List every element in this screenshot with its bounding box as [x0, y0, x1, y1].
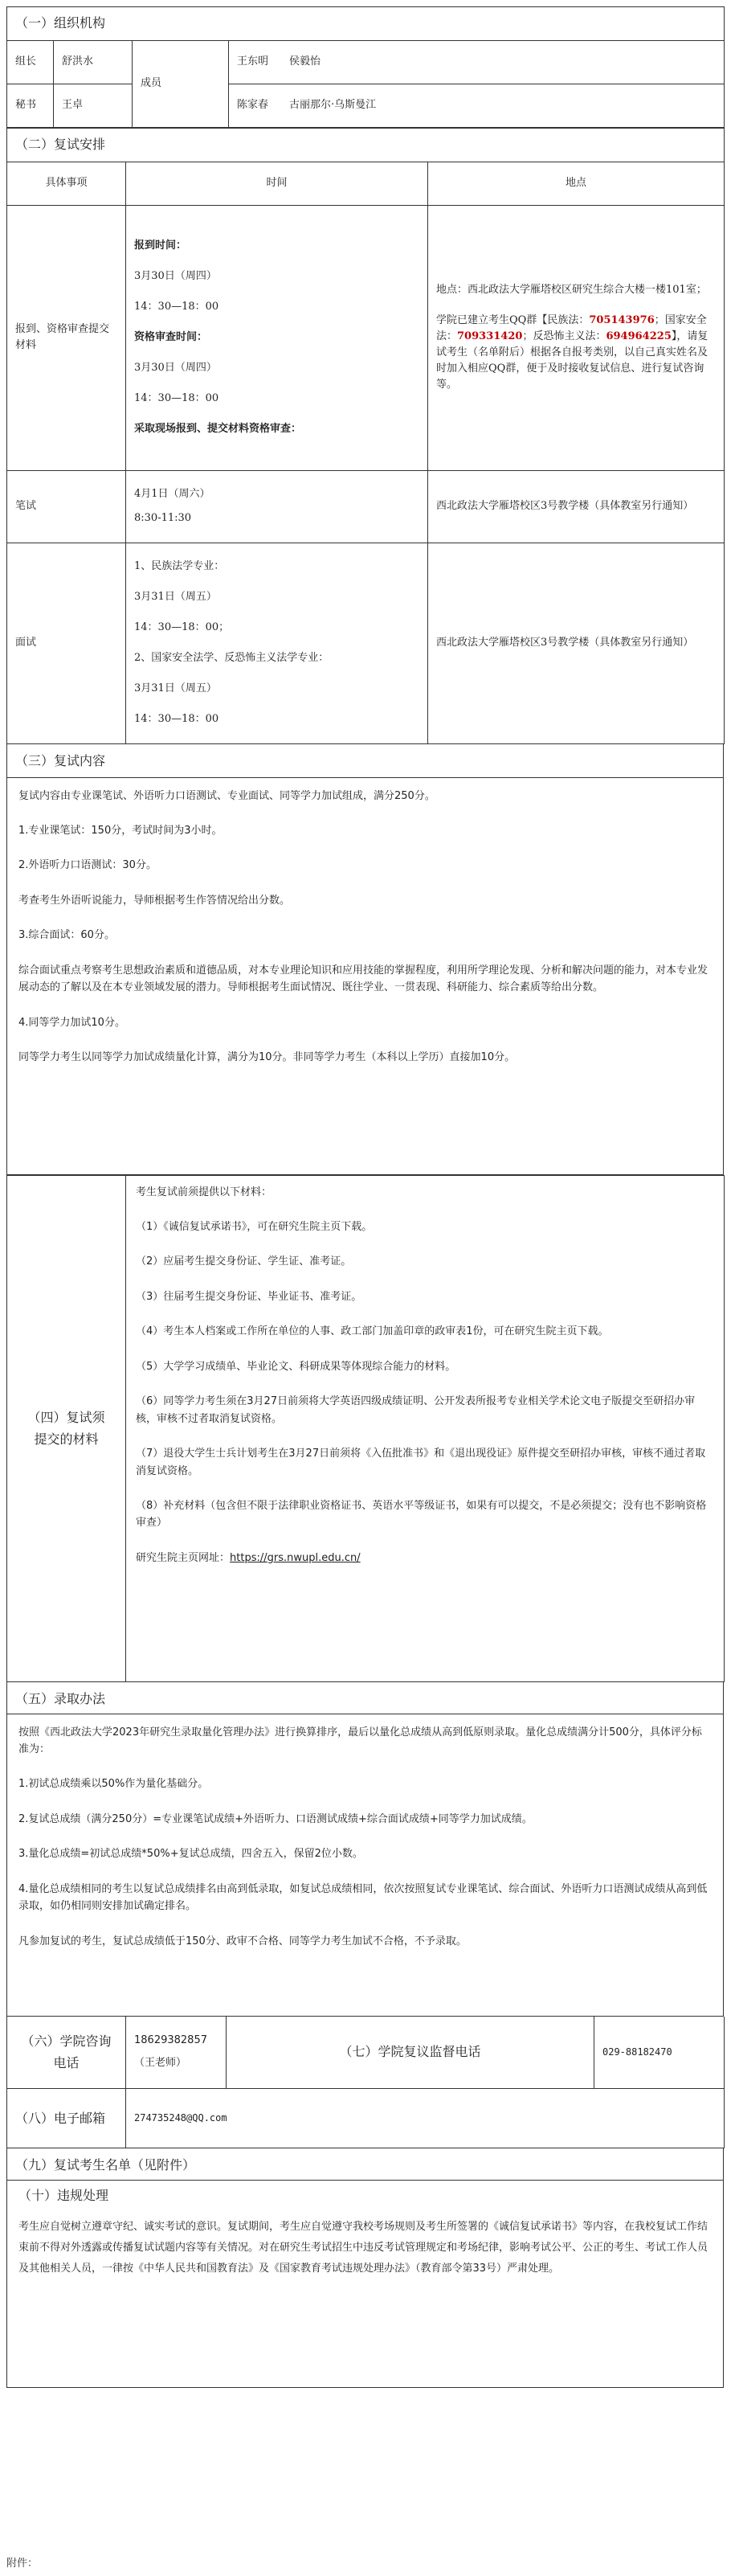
attachment-label: 附件： [6, 2558, 39, 2570]
admission-p1: 按照《西北政法大学2023年研究生录取量化管理办法》进行换算排序，最后以量化总成绩从高到低原则录取。量化总成绩满分计500分，具体评分标准为： [18, 1726, 702, 1756]
written-hours: 8:30-11:30 [134, 512, 192, 525]
checkin-date: 3月30日（周四） [134, 269, 217, 282]
grs-site-label: 研究生院主页网址： [136, 1551, 231, 1564]
material-8: （8）补充材料（包含但不限于法律职业资格证书、英语水平等级证书，如果有可以提交，不是必须提交；没有也不影响资格审查） [136, 1499, 707, 1530]
discipline-p1: 考生应自觉树立遵章守纪、诚实考试的意识。复试期间，考生应自觉遵守我校考场规则及考生所签署的《诚信复试承诺书》等内容，在我校复试工作结束前不得对外透露或传播复试试题内容等有关情况。对在研究生考试招生中违反考试管理规定和考场纪律，影响考试公平、公正的考生、考试工作人员及其他相关人员，一律按《中华人民共和国教育法》及《国家教育考试违规处理办法》（教育部令第33号）严肃处理。 [18, 2221, 708, 2275]
supervise-phone[interactable]: 029-88182470 [594, 2017, 725, 2089]
admission-p2: 1.初试总成绩乘以50%作为量化基础分。 [18, 1778, 209, 1791]
review-date: 3月30日（周四） [134, 362, 217, 375]
interview-line-3: 14：30—18：00； [134, 620, 230, 633]
schedule-table [6, 128, 725, 744]
onsite-note: 采取现场报到、提交材料资格审查： [134, 423, 302, 436]
material-4: （4）考生本人档案或工作所在单位的人事、政工部门加盖印章的政审表1份，可在研究生院主页下载。 [136, 1325, 609, 1338]
review-hours: 14：30—18：00 [134, 392, 219, 405]
header-item: 具体事项 [7, 162, 126, 205]
secretary-label: 秘书 [7, 84, 54, 127]
qq-group-note [436, 313, 716, 394]
written-place: 西北政法大学雁塔校区3号教学楼（具体教室另行通知） [428, 470, 725, 543]
qq-note-a: 学院已建立考生QQ群【民族法： [436, 313, 590, 326]
interview-item: 面试 [7, 543, 126, 743]
grs-site [136, 1550, 714, 1566]
content-p2: 1.专业课笔试：150分，考试时间为3小时。 [18, 825, 223, 838]
content-p7: 4.同等学力加试10分。 [18, 1016, 125, 1029]
qq-national-security: 709331420 [457, 330, 523, 342]
material-3: （3）往届考生提交身份证、毕业证书、准考证。 [136, 1290, 362, 1303]
content-p1: 复试内容由专业课笔试、外语听力口语测试、专业面试、同等学力加试组成，满分250分。 [18, 789, 435, 802]
materials-intro: 考生复试前须提供以下材料： [136, 1186, 272, 1198]
consult-phone-cell [126, 2017, 227, 2089]
discipline-box [6, 2181, 724, 2388]
materials-section-title: （四）复试须提交的材料 [7, 1175, 126, 1681]
admission-p5: 4.量化总成绩相同的考生以复试总成绩排名由高到低录取，如复试总成绩相同，依次按照复试专业课笔试、综合面试、外语听力口语测试成绩从高到低录取，如仍相同则安排加试确定排名。 [18, 1882, 708, 1913]
content-p4: 考查考生外语听说能力，导师根据考生作答情况给出分数。 [18, 894, 291, 907]
header-time: 时间 [126, 162, 428, 205]
admission-p6: 凡参加复试的考生，复试总成绩低于150分、政审不合格、同等学力考生加试不合格，不予录取。 [18, 1935, 467, 1947]
list-section-title: （九）复试考生名单（见附件） [6, 2148, 724, 2181]
org-table [6, 6, 725, 128]
admission-section-title: （五）录取办法 [6, 1682, 724, 1714]
document-page [6, 6, 724, 2388]
interview-time [126, 543, 428, 743]
discipline-section-title: （十）违规处理 [18, 2188, 109, 2204]
email-value[interactable]: 274735248@QQ.com [126, 2089, 725, 2148]
checkin-hours: 14：30—18：00 [134, 300, 219, 313]
content-body [6, 778, 724, 1175]
leader-label: 组长 [7, 40, 54, 84]
interview-line-1: 1、民族法学专业： [134, 559, 225, 572]
interview-line-4: 2、国家安全法学、反恐怖主义法学专业： [134, 652, 329, 665]
content-section-title: （三）复试内容 [6, 744, 724, 778]
qq-note-g: 】，请复试考生（名单附后）根据各自报考类别，以自己真实姓名及时加入相应QQ群，便于及时接收复试信息、进行复试咨询等。 [436, 330, 708, 391]
grs-site-link[interactable]: https://grs.nwupl.edu.cn/ [230, 1551, 361, 1564]
interview-line-6: 14：30—18：00 [134, 713, 219, 726]
qq-note-c: ；国家安全法： [436, 313, 707, 342]
org-section-title: （一）组织机构 [7, 7, 725, 41]
secretary-name: 王卓 [54, 84, 133, 127]
material-5: （5）大学学习成绩单、毕业论文、科研成果等体现综合能力的材料。 [136, 1360, 456, 1373]
review-time-label: 资格审查时间： [134, 331, 208, 344]
qq-ethnic-law: 705143976 [589, 313, 655, 326]
materials-table [6, 1175, 725, 1682]
material-7: （7）退役大学生士兵计划考生在3月27日前须将《入伍批准书》和《退出现役证》原件提交至研招办审核，审核不通过者取消复试资格。 [136, 1448, 706, 1477]
consult-person: （王老师） [134, 2057, 187, 2070]
checkin-time [126, 205, 428, 470]
interview-line-2: 3月31日（周五） [134, 590, 217, 603]
consult-label: （六）学院咨询电话 [7, 2017, 126, 2089]
members-line-2: 陈家春 古丽那尔·乌斯曼江 [229, 84, 725, 127]
content-p6: 综合面试重点考察考生思想政治素质和道德品质，对本专业理论知识和应用技能的掌握程度，利用所学理论发现、分析和解决问题的能力，对本专业发展动态的了解以及在本专业领域发展的潜力。导师根据考生面试情况、既往学业、一贯表现、科研能力、综合素质等给出分数。 [18, 964, 708, 994]
email-label: （八）电子邮箱 [7, 2089, 126, 2148]
content-p8: 同等学力考生以同等学力加试成绩量化计算，满分为10分。非同等学力考生（本科以上学历）直接加10分。 [18, 1051, 516, 1064]
members-label: 成员 [133, 40, 229, 127]
admission-body [6, 1714, 724, 2017]
qq-note-e: ；反恐怖主义法： [522, 330, 606, 342]
consult-phone[interactable]: 18629382857 [134, 2034, 207, 2047]
checkin-place-line: 地点：西北政法大学雁塔校区研究生综合大楼一楼101室； [436, 283, 707, 296]
members-line-1: 王东明 侯毅怡 [229, 40, 725, 84]
checkin-time-label: 报到时间： [134, 239, 187, 252]
written-item: 笔试 [7, 470, 126, 543]
supervise-label: （七）学院复议监督电话 [227, 2017, 594, 2089]
leader-name: 舒洪水 [54, 40, 133, 84]
qq-anti-terrorism: 694964225 [606, 330, 672, 342]
material-6: （6）同等学力考生须在3月27日前须将大学英语四级成绩证明、公开发表所报考专业相关学术论文电子版提交至研招办审核，审核不过者取消复试资格。 [136, 1395, 696, 1425]
interview-place: 西北政法大学雁塔校区3号教学楼（具体教室另行通知） [428, 543, 725, 743]
interview-line-5: 3月31日（周五） [134, 682, 217, 695]
admission-p3: 2.复试总成绩（满分250分）=专业课笔试成绩+外语听力、口语测试成绩+综合面试成绩+同等学力加试成绩。 [18, 1812, 533, 1825]
schedule-section-title: （二）复试安排 [7, 128, 725, 162]
material-1: （1）《诚信复试承诺书》，可在研究生院主页下载。 [136, 1221, 373, 1234]
written-time [126, 470, 428, 543]
header-place: 地点 [428, 162, 725, 205]
written-date: 4月1日（周六） [134, 487, 210, 500]
contact-table [6, 2017, 725, 2149]
checkin-place [428, 205, 725, 470]
materials-body [126, 1175, 725, 1681]
admission-p4: 3.量化总成绩=初试总成绩*50%+复试总成绩，四舍五入，保留2位小数。 [18, 1848, 363, 1861]
content-p3: 2.外语听力口语测试：30分。 [18, 859, 157, 872]
checkin-item: 报到、资格审查提交材料 [7, 205, 126, 470]
material-2: （2）应届考生提交身份证、学生证、准考证。 [136, 1255, 352, 1268]
content-p5: 3.综合面试：60分。 [18, 929, 115, 942]
